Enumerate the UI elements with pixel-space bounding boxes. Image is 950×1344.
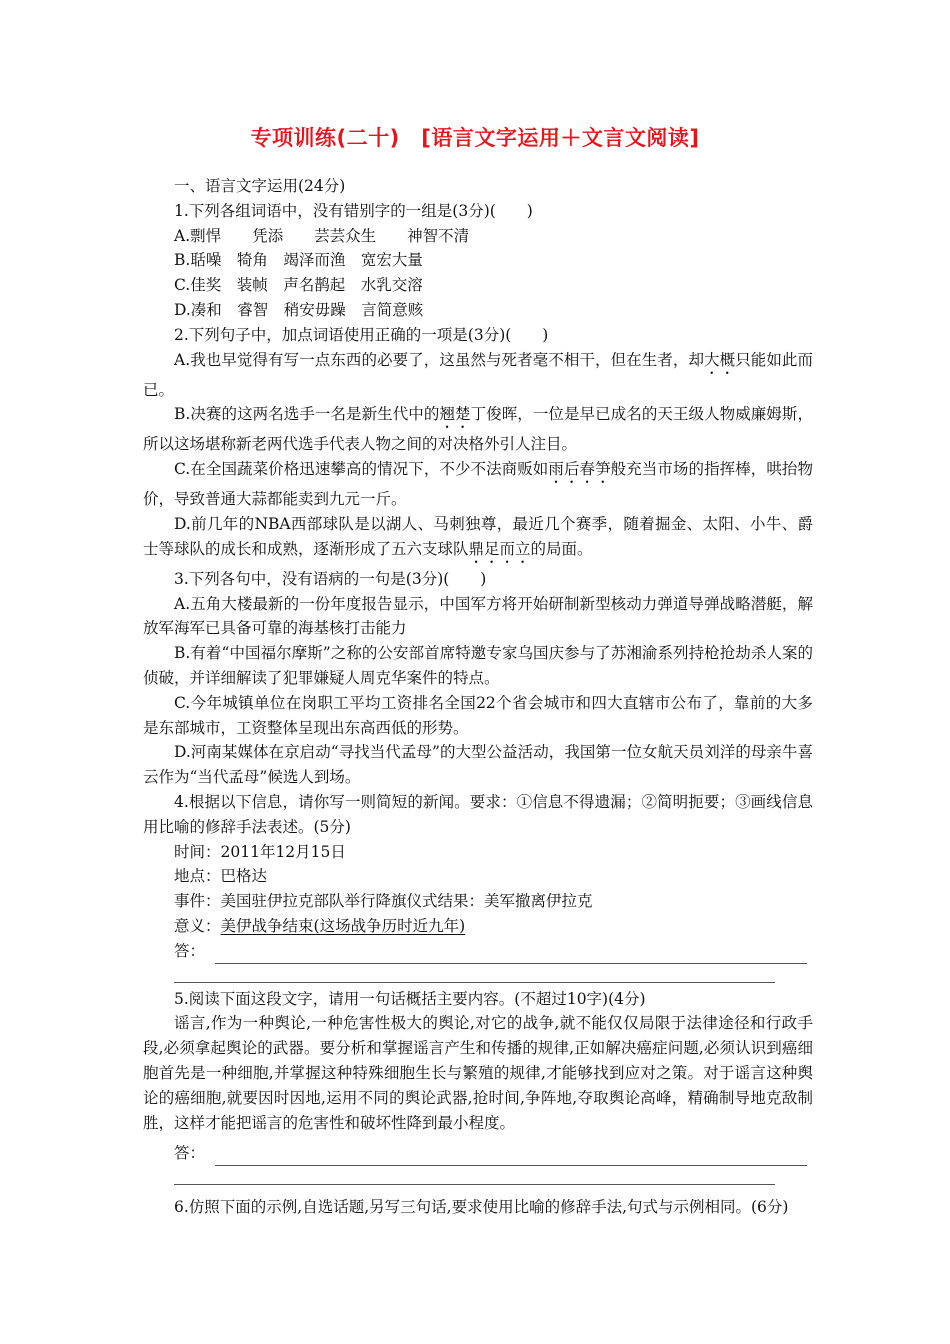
document-body: [143, 174, 813, 1220]
q5-passage: 谣言,作为一种舆论,一种危害性极大的舆论,对它的战争,就不能仅仅局限于法律途径和行政手段,必须拿起舆论的武器。要分析和掌握谣言产生和传播的规律,正如解决癌症问题,必须认识到癌细胞首先是一种细胞,并掌握这种特殊细胞生长与繁殖的规律,才能够找到应对之策。对于谣言这种舆论的癌细胞,就要因时因地,运用不同的舆论武器,抢时间,争阵地,夺取舆论高峰，精确制导地克敌制胜，这样才能把谣言的危害性和破坏性降到最小程度。: [143, 1014, 813, 1132]
q1-option-d: D.凑和 睿智 稍安毋躁 言简意赅: [174, 300, 424, 319]
q4-answer-line-2[interactable]: [174, 968, 775, 983]
question-6: 6.仿照下面的示例,自选话题,另写三句话,要求使用比喻的修辞手法,句式与示例相同。(6分): [174, 1198, 789, 1217]
q4-answer-line[interactable]: 答：: [143, 939, 813, 964]
question-1: 1.下列各组词语中，没有错别字的一组是(3分)( ): [174, 201, 533, 220]
q2-option-b: B.决赛的这两名选手一名是新生代中的翘楚丁俊晖，一位是早已成名的天王级人物威廉姆斯，所以这场堪称新老两代选手代表人物之间的对决格外引人注目。: [143, 405, 813, 454]
q2-option-a: A.我也早觉得有写一点东西的必要了，这虽然与死者毫不相干，但在生者，却大概只能如此而已。: [143, 350, 813, 399]
question-4: 4.根据以下信息，请你写一则简短的新闻。要求：①信息不得遗漏；②简明扼要；③画线信息用比喻的修辞手法表述。(5分): [143, 792, 813, 836]
question-5: 5.阅读下面这段文字，请用一句话概括主要内容。(不超过10字)(4分): [174, 989, 646, 1008]
q4-event: 事件：美国驻伊拉克部队举行降旗仪式结果：美军撤离伊拉克: [174, 892, 593, 911]
q4-meaning: 意义：美伊战争结束(这场战争历时近九年): [174, 916, 466, 935]
q5-answer-line[interactable]: 答：: [143, 1141, 813, 1166]
q2-option-d: D.前几年的NBA西部球队是以湖人、马刺独尊，最近几个赛季，随着掘金、太阳、小牛、爵士等球队的成长和成熟，逐渐形成了五六支球队鼎足而立的局面。: [143, 514, 813, 558]
q1-option-b: B.聒噪 犄角 竭泽而渔 宽宏大量: [174, 251, 423, 270]
question-3: 3.下列各句中，没有语病的一句是(3分)( ): [174, 569, 487, 588]
q1-option-a: A.剽悍 凭添 芸芸众生 神智不清: [174, 226, 470, 245]
page-title: 专项训练(二十) [语言文字运用＋文言文阅读]: [250, 126, 700, 150]
q5-answer-line-2[interactable]: [174, 1170, 775, 1185]
q2-option-c: C.在全国蔬菜价格迅速攀高的情况下，不少不法商贩如雨后春笋般充当市场的指挥棒，哄抬物价，导致普通大蒜都能卖到九元一斤。: [143, 460, 813, 509]
section-heading: 一、语言文字运用(24分): [174, 177, 346, 195]
q1-option-c: C.佳奖 装帧 声名鹊起 水乳交溶: [174, 276, 423, 295]
q3-option-b: B.有着“中国福尔摩斯”之称的公安部首席特邀专家乌国庆参与了苏湘渝系列持枪抢劫杀人案的侦破，并详细解读了犯罪嫌疑人周克华案件的特点。: [143, 644, 813, 687]
q3-option-c: C.今年城镇单位在岗职工平均工资排名全国22个省会城市和四大直辖市公布了，靠前的大多是东部城市，工资整体呈现出东高西低的形势。: [143, 693, 813, 737]
q4-place: 地点：巴格达: [174, 867, 268, 886]
q3-option-a: A.五角大楼最新的一份年度报告显示，中国军方将开始研制新型核动力弹道导弹战略潜艇，解放军海军已具备可靠的海基核打击能力: [143, 594, 813, 638]
question-2: 2.下列句子中，加点词语使用正确的一项是(3分)( ): [174, 325, 549, 344]
q4-time: 时间：2011年12月15日: [174, 842, 346, 861]
q3-option-d: D.河南某媒体在京启动“寻找当代孟母”的大型公益活动，我国第一位女航天员刘洋的母亲牛喜云作为“当代孟母”候选人到场。: [143, 743, 813, 787]
